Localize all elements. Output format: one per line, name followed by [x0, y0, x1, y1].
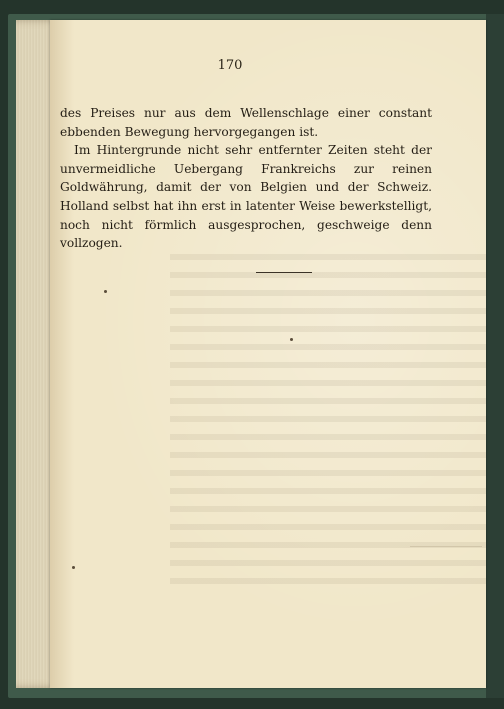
ink-speck	[72, 566, 75, 569]
ink-speck	[290, 338, 293, 341]
paragraph-2: Im Hintergrunde nicht sehr entfernter Zeiten steht der unvermeidliche Uebergang Frankreichs zur reinen Goldwährung, damit der von Belgien und der Schweiz. Holland selbst hat ihn erst in latenter Weise bewerkstelligt, noch nicht förmlich ausgesprochen, geschweige denn vollzogen.	[60, 143, 432, 251]
section-separator	[256, 272, 312, 273]
ink-speck	[104, 290, 107, 293]
show-through-text	[170, 254, 486, 594]
show-through-rule	[410, 546, 482, 547]
cover-right-strip	[486, 14, 504, 698]
body-text	[60, 104, 432, 253]
paragraph-1: des Preises nur aus dem Wellenschlage einer constant ebbenden Bewegung hervorgegangen ist.	[60, 106, 432, 139]
page-number: 170	[217, 58, 243, 73]
